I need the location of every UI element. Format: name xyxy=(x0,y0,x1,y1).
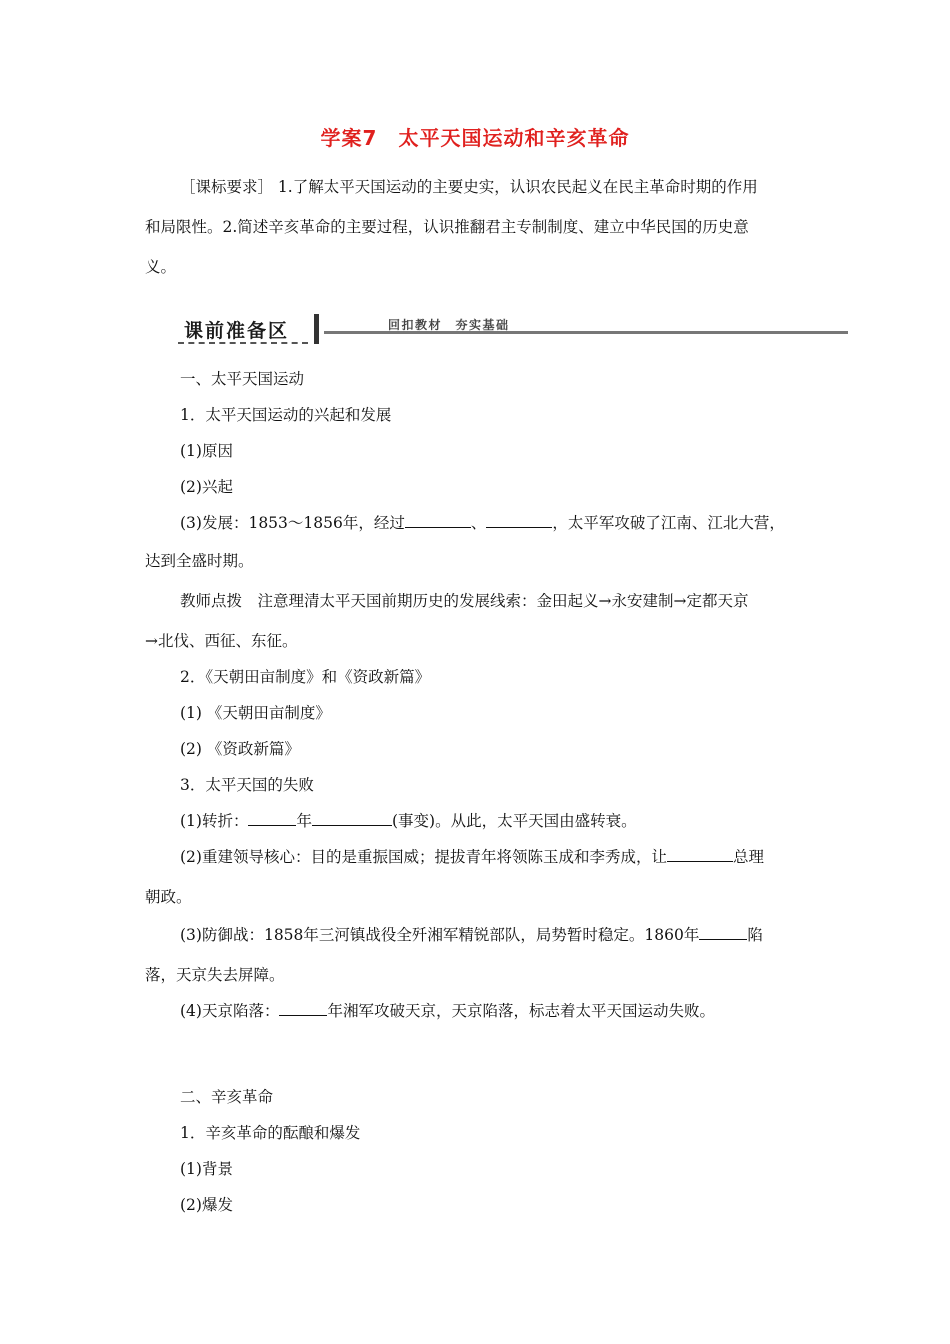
s1-p3-b-post: 总理 xyxy=(732,848,764,866)
section1-heading: 一、太平天国运动 xyxy=(180,370,305,388)
teacher-tip-line-1: 教师点拨 注意理清太平天国前期历史的发展线索：金田起义→永安建制→定都天京 xyxy=(180,592,749,610)
s2-p1-title: 1．辛亥革命的酝酿和爆发 xyxy=(180,1124,361,1142)
s1-p3-c-post: 陷 xyxy=(747,926,763,944)
s1-p3-d xyxy=(180,1000,715,1022)
requirements-line-1: ［课标要求］ 1.了解太平天国运动的主要史实，认识农民起义在民主革命时期的作用 xyxy=(180,178,758,196)
s1-p3-c-pre: (3)防御战：1858年三河镇战役全歼湘军精锐部队，局势暂时稳定。1860年 xyxy=(180,926,700,944)
s2-p1-b: (2)爆发 xyxy=(180,1196,233,1214)
s1-p3-d-post: 年湘军攻破天京，天京陷落，标志着太平天国运动失败。 xyxy=(327,1002,715,1020)
s1-p1-c-pre: (3)发展：1853～1856年，经过 xyxy=(180,514,405,532)
s1-p1-c-cont: 达到全盛时期。 xyxy=(145,552,254,570)
banner-divider-bar xyxy=(314,314,319,344)
s1-p1-c-sep: 、 xyxy=(470,514,487,532)
s1-p1-b: (2)兴起 xyxy=(180,478,233,496)
fill-blank[interactable] xyxy=(405,512,471,528)
s1-p2-a: (1) 《天朝田亩制度》 xyxy=(180,704,331,722)
page-title: 学案7 太平天国运动和辛亥革命 xyxy=(320,126,630,150)
s1-p3-title: 3．太平天国的失败 xyxy=(180,776,314,794)
s1-p2-title: 2．《天朝田亩制度》和《资政新篇》 xyxy=(180,668,431,686)
s1-p2-b: (2) 《资政新篇》 xyxy=(180,740,300,758)
s1-p3-d-pre: (4)天京陷落： xyxy=(180,1002,280,1020)
fill-blank[interactable] xyxy=(699,924,747,940)
fill-blank[interactable] xyxy=(486,512,552,528)
s1-p3-b-pre: (2)重建领导核心：目的是重振国威；提拔青年将领陈玉成和李秀成，让 xyxy=(180,848,667,866)
s1-p3-a-post: (事变)。从此，太平天国由盛转衰。 xyxy=(391,812,637,830)
fill-blank[interactable] xyxy=(667,846,733,862)
section-banner xyxy=(178,312,848,346)
s1-p3-b xyxy=(180,846,764,868)
fill-blank[interactable] xyxy=(279,1000,327,1016)
requirements-line-3: 义。 xyxy=(145,258,177,276)
s1-p1-title: 1．太平天国运动的兴起和发展 xyxy=(180,406,392,424)
fill-blank[interactable] xyxy=(248,810,296,826)
s2-p1-a: (1)背景 xyxy=(180,1160,233,1178)
s1-p3-c xyxy=(180,924,763,946)
s1-p3-a xyxy=(180,810,637,832)
s1-p3-b-cont: 朝政。 xyxy=(145,888,192,906)
s1-p3-a-mid: 年 xyxy=(296,812,312,830)
banner-dashed-underline xyxy=(178,342,308,344)
section2-heading: 二、辛亥革命 xyxy=(180,1088,274,1106)
s1-p1-c xyxy=(180,512,785,534)
s1-p3-a-pre: (1)转折： xyxy=(180,812,249,830)
banner-subtitle: 回扣教材 夯实基础 xyxy=(388,318,510,332)
fill-blank[interactable] xyxy=(312,810,392,826)
s1-p1-c-post: ，太平军攻破了江南、江北大营， xyxy=(552,514,785,532)
s1-p3-c-cont: 落，天京失去屏障。 xyxy=(145,966,285,984)
banner-title: 课前准备区 xyxy=(184,320,290,342)
requirements-line-2: 和局限性。2.简述辛亥革命的主要过程，认识推翻君主专制制度、建立中华民国的历史意 xyxy=(145,218,749,236)
teacher-tip-line-2: →北伐、西征、东征。 xyxy=(145,632,298,650)
s1-p1-a: (1)原因 xyxy=(180,442,233,460)
